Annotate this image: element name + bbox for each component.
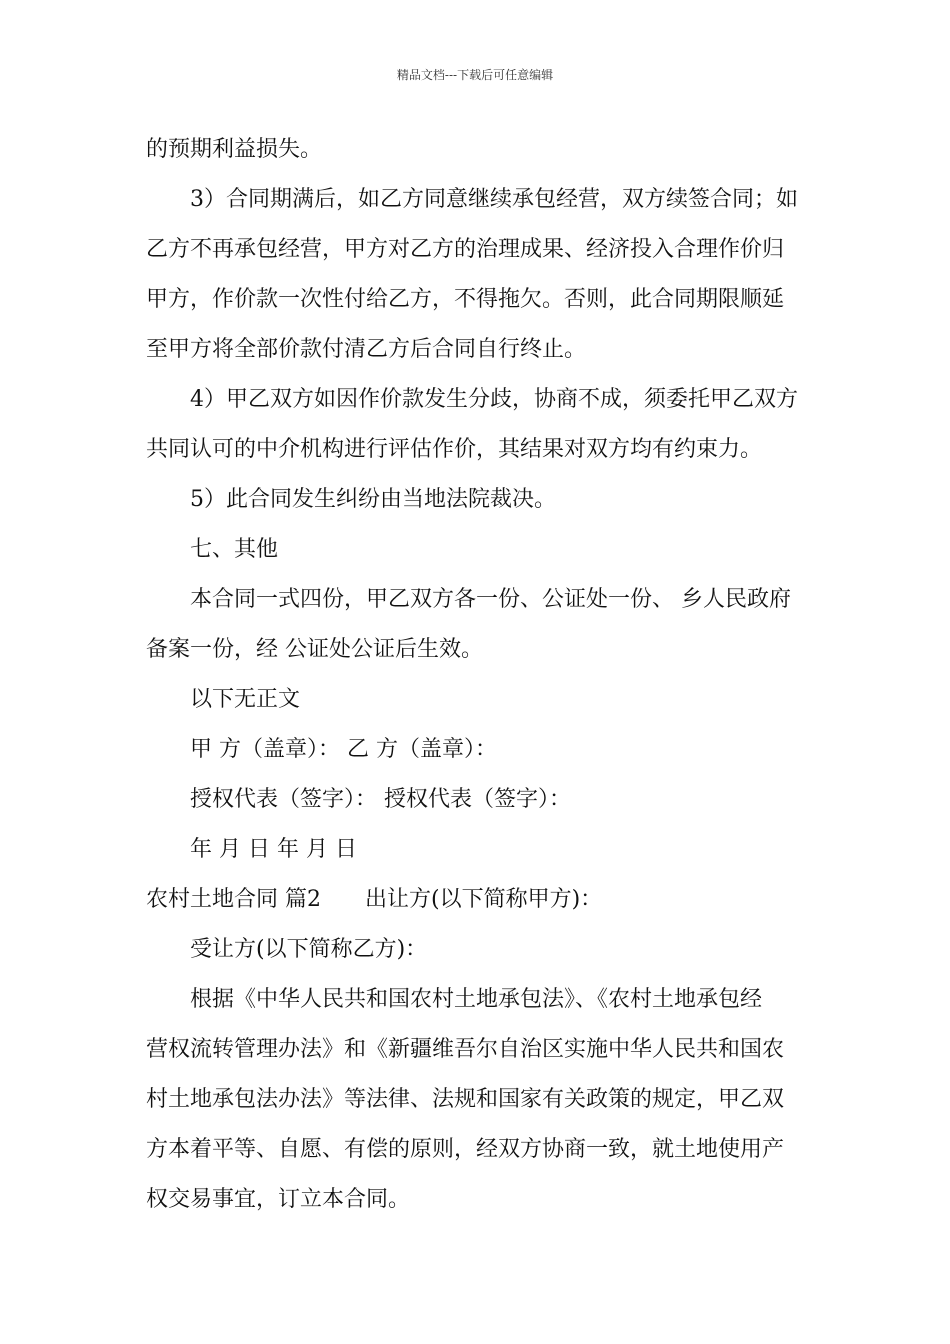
text-line: 方本着平等、自愿、有偿的原则，经双方协商一致，就土地使用产 <box>146 1137 785 1162</box>
text-line: 的预期利益损失。 <box>146 137 323 162</box>
date-line: 年 月 日 年 月 日 <box>190 837 357 862</box>
text-line: 受让方(以下简称乙方)： <box>190 937 428 962</box>
text-line: 营权流转管理办法》和《新疆维吾尔自治区实施中华人民共和国农 <box>146 1037 785 1062</box>
text-line: 以下无正文 <box>190 687 301 712</box>
section-heading: 七、其他 <box>190 537 279 562</box>
page-header: 精品文档---下载后可任意编辑 <box>396 68 554 82</box>
text-line: 3）合同期满后，如乙方同意继续承包经营，双方续签合同；如 <box>190 187 798 212</box>
text-line: 农村土地合同 篇2 出让方(以下简称甲方)： <box>146 887 603 912</box>
text-line: 权交易事宜，订立本合同。 <box>146 1187 411 1212</box>
signature-line: 授权代表（签字）： 授权代表（签字）： <box>190 787 571 812</box>
signature-line: 甲 方（盖章）： 乙 方（盖章）： <box>190 737 497 762</box>
text-line: 4）甲乙双方如因作价款发生分歧，协商不成，须委托甲乙双方 <box>190 387 798 412</box>
text-line: 甲方，作价款一次性付给乙方，不得拖欠。否则，此合同期限顺延 <box>146 287 785 312</box>
text-line: 乙方不再承包经营，甲方对乙方的治理成果、经济投入合理作价归 <box>146 237 785 262</box>
text-line: 共同认可的中介机构进行评估作价，其结果对双方均有约束力。 <box>146 437 763 462</box>
text-line: 5）此合同发生纠纷由当地法院裁决。 <box>190 487 556 512</box>
text-line: 至甲方将全部价款付清乙方后合同自行终止。 <box>146 337 587 362</box>
text-line: 备案一份，经 公证处公证后生效。 <box>146 637 483 662</box>
text-line: 村土地承包法办法》等法律、法规和国家有关政策的规定，甲乙双 <box>146 1087 785 1112</box>
text-line: 根据《中华人民共和国农村土地承包法》、《农村土地承包经 <box>190 987 763 1012</box>
text-line: 本合同一式四份，甲乙双方各一份、公证处一份、 乡人民政府 <box>190 587 791 612</box>
